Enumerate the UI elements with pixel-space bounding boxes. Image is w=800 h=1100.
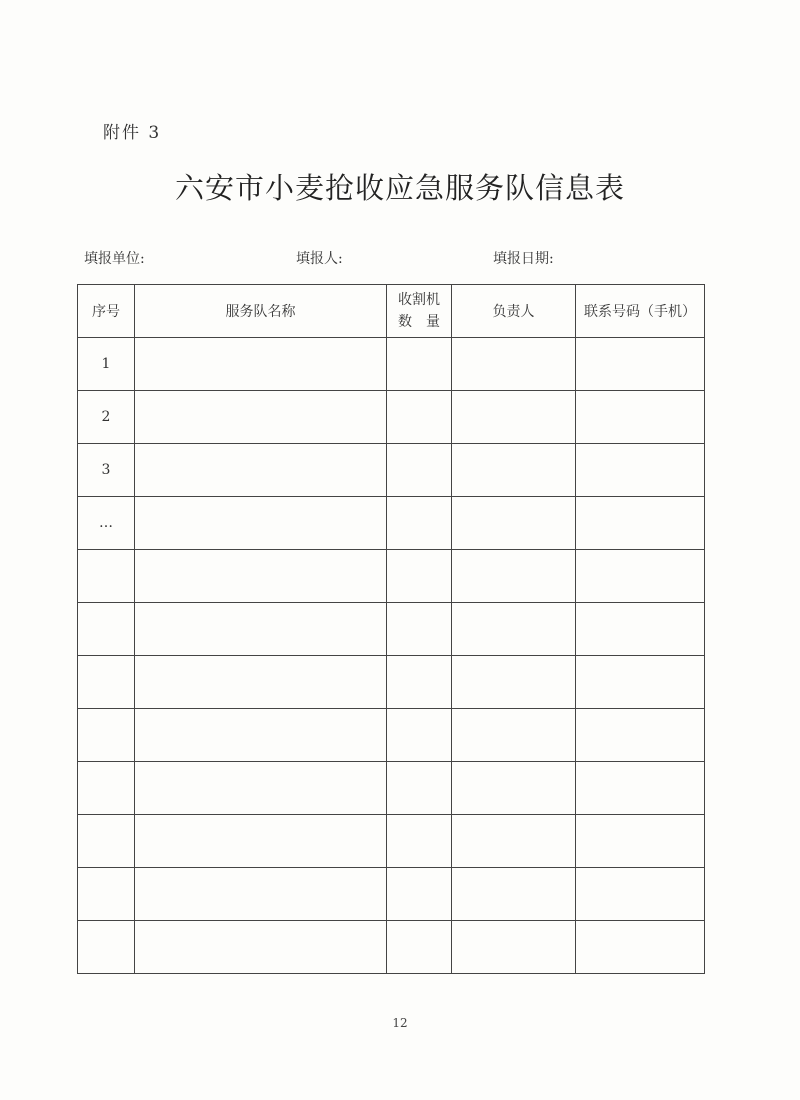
cell-phone <box>576 338 705 391</box>
page-title: 六安市小麦抢收应急服务队信息表 <box>174 171 625 205</box>
table-row <box>78 868 705 921</box>
fill-person-label: 填报人: <box>296 251 343 267</box>
cell-leader <box>452 497 576 550</box>
cell-leader <box>452 815 576 868</box>
header-phone: 联系号码（手机） <box>576 285 705 338</box>
cell-seq <box>78 603 135 656</box>
cell-seq: … <box>78 497 135 550</box>
table-row <box>78 391 705 444</box>
cell-team-name <box>135 391 387 444</box>
fill-date-label: 填报日期: <box>493 251 554 267</box>
table-row <box>78 550 705 603</box>
cell-harvester-qty <box>387 921 452 974</box>
cell-phone <box>576 656 705 709</box>
cell-seq: 1 <box>78 338 135 391</box>
cell-harvester-qty <box>387 868 452 921</box>
cell-team-name <box>135 762 387 815</box>
cell-seq: 3 <box>78 444 135 497</box>
cell-team-name <box>135 868 387 921</box>
cell-phone <box>576 391 705 444</box>
cell-harvester-qty <box>387 815 452 868</box>
cell-leader <box>452 921 576 974</box>
table-row <box>78 815 705 868</box>
cell-team-name <box>135 709 387 762</box>
cell-seq <box>78 762 135 815</box>
cell-seq <box>78 709 135 762</box>
header-team-name: 服务队名称 <box>135 285 387 338</box>
service-team-table <box>77 284 705 974</box>
cell-team-name <box>135 550 387 603</box>
cell-harvester-qty <box>387 497 452 550</box>
header-harvester-qty-line2: 数 量 <box>398 314 440 330</box>
cell-team-name <box>135 444 387 497</box>
cell-seq <box>78 921 135 974</box>
cell-team-name <box>135 497 387 550</box>
cell-seq <box>78 656 135 709</box>
cell-seq: 2 <box>78 391 135 444</box>
cell-harvester-qty <box>387 709 452 762</box>
cell-phone <box>576 444 705 497</box>
cell-phone <box>576 709 705 762</box>
page-number: 12 <box>392 1016 408 1030</box>
header-seq: 序号 <box>78 285 135 338</box>
cell-phone <box>576 868 705 921</box>
cell-team-name <box>135 815 387 868</box>
cell-team-name <box>135 338 387 391</box>
cell-phone <box>576 550 705 603</box>
cell-leader <box>452 762 576 815</box>
cell-leader <box>452 338 576 391</box>
cell-phone <box>576 603 705 656</box>
header-leader: 负责人 <box>452 285 576 338</box>
header-harvester-qty-line1: 收割机 <box>398 292 440 308</box>
cell-harvester-qty <box>387 338 452 391</box>
table-row <box>78 338 705 391</box>
attachment-label: 附件 3 <box>103 123 162 143</box>
cell-leader <box>452 656 576 709</box>
cell-phone <box>576 921 705 974</box>
header-harvester-qty <box>387 285 452 338</box>
table-row <box>78 603 705 656</box>
table-row <box>78 444 705 497</box>
cell-phone <box>576 497 705 550</box>
cell-seq <box>78 550 135 603</box>
cell-leader <box>452 391 576 444</box>
cell-leader <box>452 444 576 497</box>
table-header-row <box>78 285 705 338</box>
cell-team-name <box>135 656 387 709</box>
cell-leader <box>452 603 576 656</box>
cell-harvester-qty <box>387 762 452 815</box>
table-row <box>78 921 705 974</box>
cell-leader <box>452 709 576 762</box>
cell-harvester-qty <box>387 656 452 709</box>
fill-unit-label: 填报单位: <box>84 251 145 267</box>
table-row <box>78 497 705 550</box>
cell-harvester-qty <box>387 603 452 656</box>
cell-phone <box>576 762 705 815</box>
table-row <box>78 762 705 815</box>
table-body <box>78 338 705 974</box>
cell-leader <box>452 550 576 603</box>
cell-harvester-qty <box>387 550 452 603</box>
cell-leader <box>452 868 576 921</box>
table-row <box>78 656 705 709</box>
cell-team-name <box>135 603 387 656</box>
cell-team-name <box>135 921 387 974</box>
cell-harvester-qty <box>387 444 452 497</box>
table-row <box>78 709 705 762</box>
cell-seq <box>78 815 135 868</box>
cell-seq <box>78 868 135 921</box>
cell-phone <box>576 815 705 868</box>
cell-harvester-qty <box>387 391 452 444</box>
